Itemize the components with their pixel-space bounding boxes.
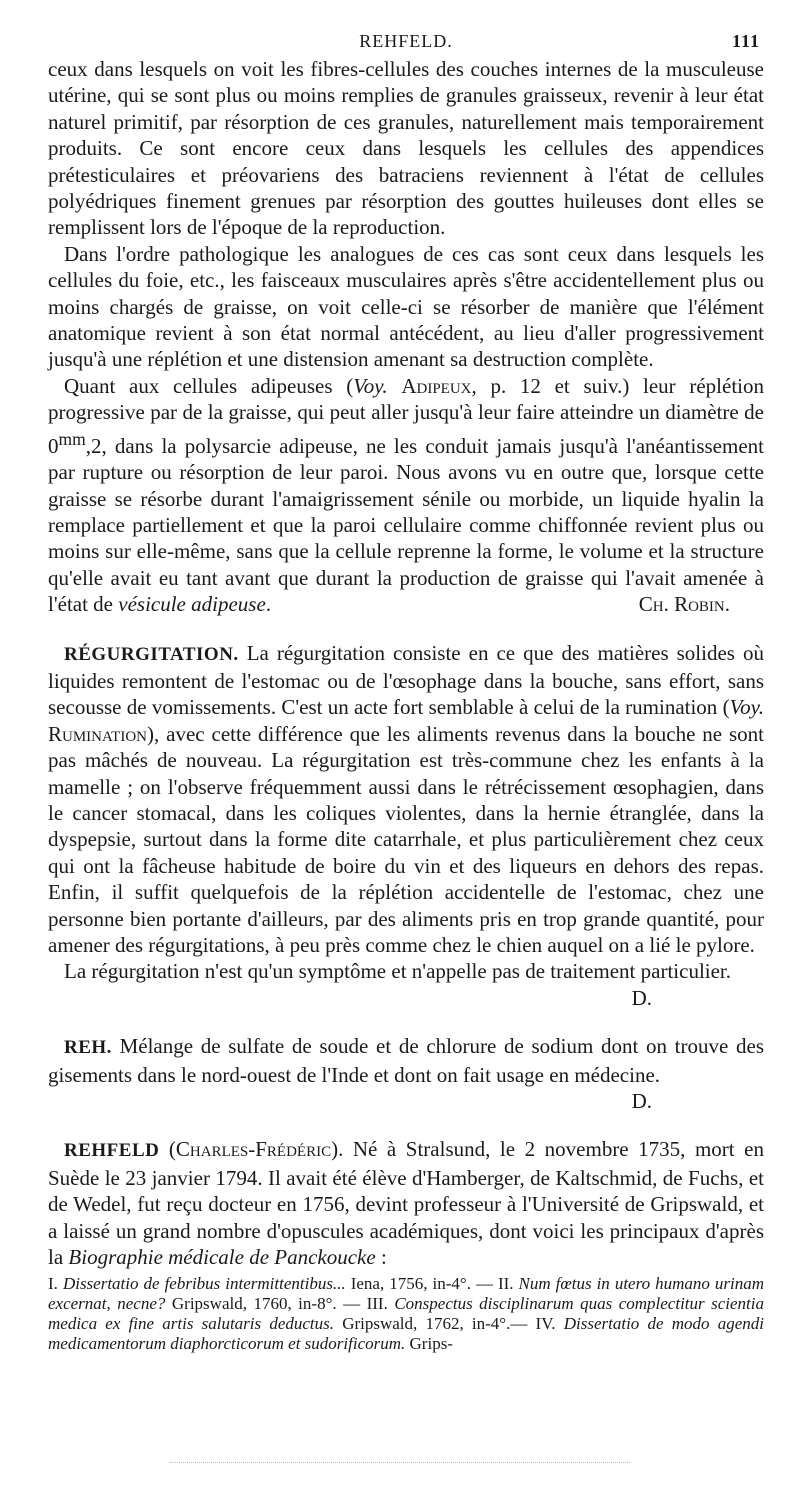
cross-reference-rumination[interactable]: Rumination — [48, 721, 147, 746]
entry-headword-regurgitation: RÉGURGITATION. — [64, 643, 239, 665]
author-signature-d: D. — [631, 985, 652, 1010]
cross-reference-adipeux[interactable]: Adipeux — [401, 373, 472, 398]
paragraph-continuation: ceux dans lesquels on voit les fibres-cellules des couches internes de la musculeuse utérine, qui se sont plus ou moins remplies de granules graisseux, revenir à leur état naturel primitif, par résorption de ces granules, naturellement mais temporairement produits. Ce sont encore ceux dans lesquels les cellules des appendices prétesticulaires et préovariens des batraciens reviennent à l'état de cellules polyédriques finement grenues par résorption des gouttes huileuses dont elles se remplissent lors de l'époque de la reproduction. — [48, 57, 764, 240]
paragraph-pathologic: Dans l'ordre pathologique les analogues de ces cas sont ceux dans lesquels les cellules du foie, etc., les faisceaux musculaires après s'être accidentellement plus ou moins chargés de graisse, on voit celle-ci se résorber de manière que l'élément anatomique revient à son état normal antécédent, au lieu d'aller progressivement jusqu'à une réplétion et une distension amenant sa destruction complète. — [48, 241, 764, 372]
bleed-through-rule — [170, 1462, 630, 1463]
page-number: 111 — [731, 31, 760, 51]
entry-rehfeld: REHFELD (Charles-Frédéric). Né à Stralsund, le 2 novembre 1735, mort en Suède le 23 janvier 1794. Il avait été élève d'Hamberger, de Kaltschmid, de Fuchs, et de Wedel, fut reçu docteur en 1756, devint professeur à l'Université de Gripswald, et a laissé un grand nombre d'opuscules académiques, dont voici les principaux d'après la Biographie médicale de Panckoucke : I. Dissertatio de febribus intermittentibus... Iena, 1756, in-4°. — II. Num fœtus in utero humano urinam excernat, necne? Gripswald, 1760, in-8°. — III. Conspectus disciplinarum quas complectitur scientia medica ex fine artis salutaris deductus. Gripswald, 1762, in-4°.— IV. Dissertatio de modo agendi medicamentorum diaphorcticorum et sudorificorum. Grips- — [48, 1137, 765, 1354]
bibliography-list: I. Dissertatio de febribus intermittentibus... Iena, 1756, in-4°. — II. Num fœtus in utero humano urinam excernat, necne? Gripswald, 1760, in-8°. — III. Conspectus disciplinarum quas complectitur scientia medica ex fine artis salutaris deductus. Gripswald, 1762, in-4°.— IV. Dissertatio de modo agendi medicamentorum diaphorcticorum et sudorificorum. Grips- — [48, 1274, 764, 1354]
regurgitation-conclusion: La régurgitation n'est qu'un symptôme et n'appelle pas de traitement particulier. — [64, 959, 732, 984]
paragraph-adipose-cells: Quant aux cellules adipeuses (Voy. Adipeux, p. 12 et suiv.) leur réplétion progressive par de la graisse, qui peut aller jusqu'à leur faire atteindre un diamètre de $0^{mm},2$, dans la polysarcie adipeuse, ne les conduit jamais jusqu'à l'anéantissement par rupture ou résorption de leur paroi. Nous avons vu en outre que, lorsque cette graisse se résorbe durant l'amaigrissement sénile ou morbide, un liquide hyalin la remplace partiellement et que la paroi cellulaire comme chiffonnée revient plus ou moins sur elle-même, sans que la cellule reprenne la forme, le volume et la structure qu'elle avait eu tant avant que durant la production de graisse qui l'avait amenée à l'état de vésicule adipeuse. Ch. Robin. — [48, 373, 765, 617]
entry-headword-rehfeld: REHFELD — [64, 1140, 160, 1162]
author-signature-robin: Ch. Robin. — [638, 592, 730, 617]
entry-headword-reh: REH. — [64, 1037, 112, 1059]
author-signature-d: D. — [631, 1089, 652, 1114]
entry-regurgitation: RÉGURGITATION. La régurgitation consiste en ce que des matières solides où liquides remontent de l'estomac ou de l'œsophage dans la bouche, sans effort, sans secousse de vomissements. C'est un acte fort semblable à celui de la rumination (Voy. Rumination), avec cette différence que les aliments revenus dans la bouche ne sont pas mâchés de nouveau. La régurgitation est très-commune chez les enfants à la mamelle ; on l'observe fréquemment aussi dans le rétrécissement œsophagien, dans le cancer stomacal, dans les coliques violentes, dans la hernie étranglée, dans la dyspepsie, surtout dans la forme dite catarrhale, et plus particulièrement chez ceux qui ont la fâcheuse habitude de boire du vin et des liqueurs en dehors des repas. Enfin, il suffit quelquefois de la réplétion accidentelle de l'estomac, chez une personne bien portante d'ailleurs, par des aliments pris en trop grande quantité, pour amener des régurgitations, à peu près comme chez le chien auquel on a lié le pylore. La régurgitation n'est qu'un symptôme et n'appelle pas de traitement particulier. D. — [48, 640, 764, 1010]
person-name: Charles-Frédéric — [175, 1137, 332, 1162]
running-header — [48, 28, 764, 56]
running-title: REHFELD. — [359, 31, 453, 51]
entry-reh: REH. Mélange de sulfate de soude et de chlorure de sodium dont on trouve des gisements dans le nord-ouest de l'Inde et dont on fait usage en médecine. D. — [48, 1034, 764, 1114]
